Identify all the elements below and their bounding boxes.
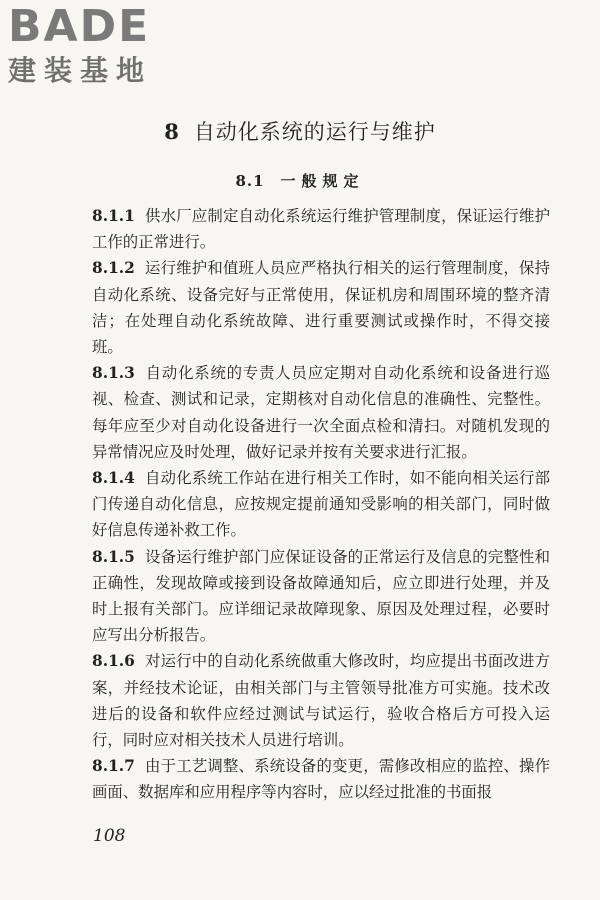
section-number: 8.1	[235, 172, 265, 190]
section-title: 一般规定	[280, 172, 365, 190]
clause	[92, 544, 550, 649]
logo-subtitle: 建装基地	[8, 54, 153, 87]
clause-number: 8.1.1	[92, 207, 135, 225]
clause	[92, 648, 550, 753]
clause	[92, 360, 550, 465]
section-heading	[0, 170, 600, 191]
clause-number: 8.1.3	[92, 364, 135, 383]
clause-text: 供水厂应制定自动化系统运行维护管理制度，保证运行维护工作的正常进行。	[92, 207, 550, 252]
clause-text: 对运行中的自动化系统做重大修改时，均应提出书面改进方案，并经技术论证，由相关部门与主管领导批准方可实施。技术改进后的设备和软件应经过测试与试运行，验收合格后方可投入运行，同时应对相关技术人员进行培训。	[92, 652, 550, 750]
chapter-heading	[0, 116, 600, 146]
clause-text: 设备运行维护部门应保证设备的正常运行及信息的完整性和正确性，发现故障或接到设备故障通知后，应立即进行处理，并及时上报有关部门。应详细记录故障现象、原因及处理过程，必要时应写出分析报告。	[92, 547, 550, 645]
chapter-number: 8	[164, 119, 180, 144]
clause-number: 8.1.7	[92, 757, 135, 776]
bade-logo	[8, 1, 183, 94]
chapter-title: 自动化系统的运行与维护	[193, 120, 436, 144]
clause-number: 8.1.5	[92, 547, 135, 566]
clause	[92, 753, 550, 805]
clause-text: 自动化系统的专责人员应定期对自动化系统和设备进行巡视、检查、测试和记录，定期核对自动化信息的准确性、完整性。每年应至少对自动化设备进行一次全面点检和清扫。对随机发现的异常情况应及时处理，做好记录并按有关要求进行汇报。	[92, 364, 550, 461]
clause-number: 8.1.6	[92, 652, 135, 671]
clause-number: 8.1.4	[92, 469, 135, 488]
clause-number: 8.1.2	[92, 259, 135, 278]
clause-text: 自动化系统工作站在进行相关工作时，如不能向相关运行部门传递自动化信息，应按规定提前通知受影响的相关部门，同时做好信息传递补救工作。	[92, 469, 550, 540]
clause	[92, 255, 550, 360]
clause	[92, 203, 550, 255]
clause-list	[92, 203, 550, 806]
page-number: 108	[93, 826, 126, 846]
clause-text: 由于工艺调整、系统设备的变更，需修改相应的监控、操作画面、数据库和应用程序等内容时，应以经过批准的书面报	[92, 757, 550, 802]
clause	[92, 465, 550, 544]
logo-brand-text: BADE	[8, 1, 151, 52]
clause-text: 运行维护和值班人员应严格执行相关的运行管理制度，保持自动化系统、设备完好与正常使用，保证机房和周围环境的整齐清洁；在处理自动化系统故障、进行重要测试或操作时，不得交接班。	[92, 259, 550, 357]
